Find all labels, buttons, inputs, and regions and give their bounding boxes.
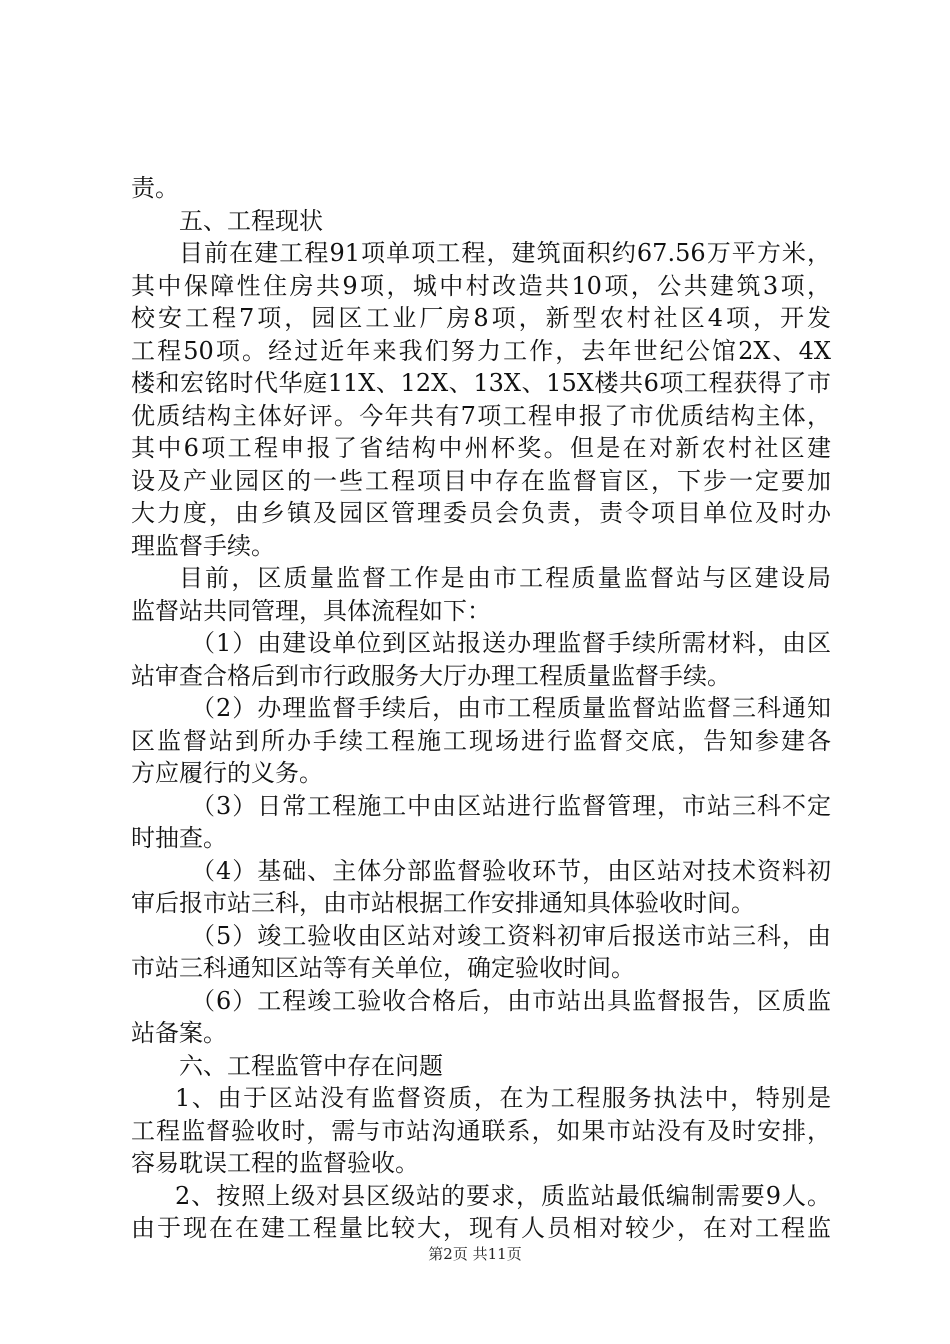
text-line: （4）基础、主体分部监督验收环节，由区站对技术资料初 [191, 856, 831, 885]
text-line: 方应履行的义务。 [131, 759, 323, 787]
text-line: 五、工程现状 [179, 206, 323, 235]
text-line: （1）由建设单位到区站报送办理监督手续所需材料，由区 [191, 629, 831, 657]
text-line: 工程监督验收时，需与市站沟通联系，如果市站没有及时安排， [131, 1116, 831, 1145]
text-line: 1、由于区站没有监督资质，在为工程服务执法中，特别是 [175, 1084, 831, 1112]
text-line: 设及产业园区的一些工程项目中存在监督盲区，下步一定要加 [131, 466, 831, 495]
text-line: 市站三科通知区站等有关单位，确定验收时间。 [131, 954, 635, 982]
text-line: 容易耽误工程的监督验收。 [131, 1149, 419, 1177]
text-line: 目前在建工程91项单项工程，建筑面积约67.56万平方米， [179, 239, 831, 267]
text-line: 目前，区质量监督工作是由市工程质量监督站与区建设局 [179, 564, 831, 592]
text-line: 站备案。 [131, 1019, 227, 1047]
text-line: （6）工程竣工验收合格后，由市站出具监督报告，区质监 [191, 986, 831, 1015]
text-line: 审后报市站三科，由市站根据工作安排通知具体验收时间。 [131, 889, 755, 917]
document-body [131, 172, 831, 1245]
text-line: 责。 [131, 174, 179, 202]
text-line: 其中6项工程申报了省结构中州杯奖。但是在对新农村社区建 [131, 434, 831, 462]
page-footer: 第2页 共11页 [428, 1245, 522, 1263]
text-line: 校安工程7项，园区工业厂房8项，新型农村社区4项，开发 [131, 304, 831, 332]
text-line: 监督站共同管理，具体流程如下： [131, 596, 491, 625]
text-line: 工程50项。经过近年来我们努力工作，去年世纪公馆2X、4X [131, 336, 831, 365]
text-line: 楼和宏铭时代华庭11X、12X、13X、15X楼共6项工程获得了市 [131, 369, 831, 397]
text-line: 优质结构主体好评。今年共有7项工程申报了市优质结构主体， [131, 401, 831, 430]
text-line: 六、工程监管中存在问题 [179, 1051, 443, 1080]
text-line: （3）日常工程施工中由区站进行监督管理，市站三科不定 [191, 791, 831, 820]
text-line: 大力度，由乡镇及园区管理委员会负责，责令项目单位及时办 [131, 499, 831, 527]
text-line: 由于现在在建工程量比较大，现有人员相对较少，在对工程监 [131, 1214, 831, 1242]
text-line: 区监督站到所办手续工程施工现场进行监督交底，告知参建各 [131, 726, 831, 755]
text-line: 理监督手续。 [131, 531, 275, 560]
text-line: 时抽查。 [131, 824, 227, 852]
text-line: （5）竣工验收由区站对竣工资料初审后报送市站三科，由 [191, 921, 831, 950]
text-line: 2、按照上级对县区级站的要求，质监站最低编制需要9人。 [175, 1181, 831, 1210]
text-line: 站审查合格后到市行政服务大厅办理工程质量监督手续。 [131, 661, 731, 690]
text-line: 其中保障性住房共9项，城中村改造共10项，公共建筑3项， [131, 271, 831, 300]
text-line: （2）办理监督手续后，由市工程质量监督站监督三科通知 [191, 694, 831, 722]
